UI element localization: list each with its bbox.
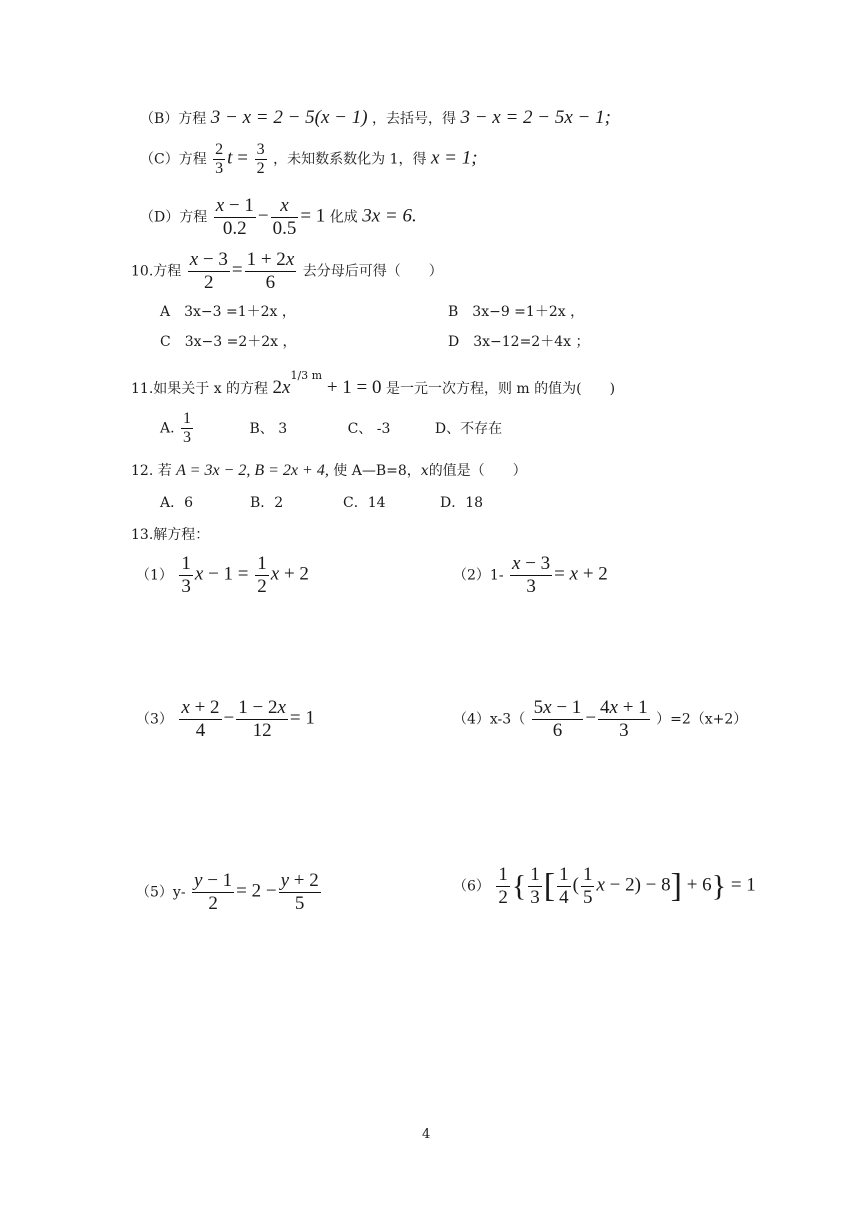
q11-options: A. $\frac{1}{3}$ B、 3 C、 -3 D、不存在: [160, 410, 503, 446]
q12-option-d: D．18: [440, 495, 484, 511]
option-b-line: [140, 108, 611, 129]
option-b-result: 3 − x = 2 − 5x − 1;: [460, 107, 611, 128]
option-c-text: ，未知数系数化为 1，得: [273, 151, 427, 168]
q12-math: A = 3x − 2, B = 2x + 4,: [176, 462, 329, 479]
equation-2-label: （2）1-: [453, 567, 504, 584]
option-b-text: ，去括号，得: [372, 111, 457, 127]
equation-4: （4）x-3（ $\frac{5x - 1}{6}$ − $\frac{4x + 1}{3}$ ）=2（x+2）: [453, 697, 748, 741]
q10-option-d: D 3x−12=2＋4x ；: [448, 334, 590, 350]
option-c-result: x = 1;: [430, 147, 478, 169]
q12-suffix: 的值是（ ）: [428, 463, 527, 479]
q10-option-a: A 3x−3 =1＋2x ，: [160, 304, 296, 320]
question-12: [131, 461, 527, 481]
equation-5: （5）y- $\frac{y - 1}{2}$ = 2 − $\frac{y + 2}{5}$: [136, 870, 319, 914]
option-b-label: （B）方程: [140, 111, 207, 127]
q12-mid: 使 A—B=8，: [333, 463, 421, 479]
question-10: 10.方程 $\frac{x - 3}{2}$ = $\frac{1 + 2x}{6}$ 去分母后可得（ ）: [131, 249, 443, 293]
q12-option-b: B．2: [250, 495, 284, 511]
equation-4-label: （4）x-3（: [453, 711, 526, 728]
q12-prefix: 12. 若: [131, 463, 172, 479]
option-d-label: （D）方程: [140, 209, 208, 226]
question-11: 11.如果关于 x 的方程 $2x^{1/3 m} + 1 = 0$ 是一元一次方程，则 m 的值为( ): [131, 369, 616, 398]
q11-prefix: 11.如果关于 x 的方程: [131, 381, 269, 397]
q11-option-d: D、不存在: [434, 420, 503, 437]
equation-1: （1） $\frac{1}{3}$ x − 1 = $\frac{1}{2}$ x + 2: [136, 553, 309, 597]
option-d-text: 化成: [329, 209, 358, 226]
q10-suffix: 去分母后可得（ ）: [302, 263, 443, 280]
equation-4-end: ）=2（x+2）: [656, 711, 748, 728]
option-b-equation: 3 − x = 2 − 5(x − 1): [210, 107, 368, 128]
q12-option-c: C．14: [343, 495, 386, 511]
equation-6: （6） $\frac{1}{2}$ { $\frac{1}{3}$ [ $\frac{1}{4}$ ( $\frac{1}{5}$ x − 2) − 8] + 6} = 1: [453, 864, 756, 908]
q12-option-a: A．6: [160, 495, 194, 511]
equation-5-label: （5）y-: [136, 884, 186, 901]
option-d-line: （D）方程 $\frac{x - 1}{0.2}$ − $\frac{x}{0.5}$ = 1 化成 3x = 6.: [140, 195, 417, 239]
q12-var: x: [420, 463, 429, 479]
q11-option-b: B、 3: [249, 420, 288, 437]
option-d-result: 3x = 6.: [362, 205, 417, 227]
equation-1-label: （1）: [136, 567, 173, 584]
q10-option-c: C 3x−3 =2＋2x ，: [160, 334, 297, 350]
equation-2: （2）1- $\frac{x - 3}{3}$ = x + 2: [453, 553, 608, 597]
equation-3: （3） $\frac{x + 2}{4}$ − $\frac{1 - 2x}{12}$ = 1: [136, 697, 315, 741]
q11-option-a: A.: [160, 420, 175, 437]
question-13-title: 13.解方程：: [131, 527, 210, 543]
q10-option-b: B 3x−9 =1＋2x ，: [448, 304, 585, 320]
q11-suffix: 是一元一次方程，则 m 的值为( ): [385, 381, 616, 397]
equation-3-label: （3）: [136, 711, 173, 728]
equation-6-label: （6）: [453, 878, 490, 895]
q11-option-c: C、 -3: [347, 420, 391, 437]
q10-prefix: 10.方程: [131, 263, 182, 280]
option-c-line: （C）方程 $\frac{2}{3}$ t = $\frac{3}{2}$ ，未知数系数化为 1，得 x = 1;: [140, 141, 478, 177]
page-number: 4: [422, 1127, 431, 1142]
option-c-label: （C）方程: [140, 151, 207, 168]
